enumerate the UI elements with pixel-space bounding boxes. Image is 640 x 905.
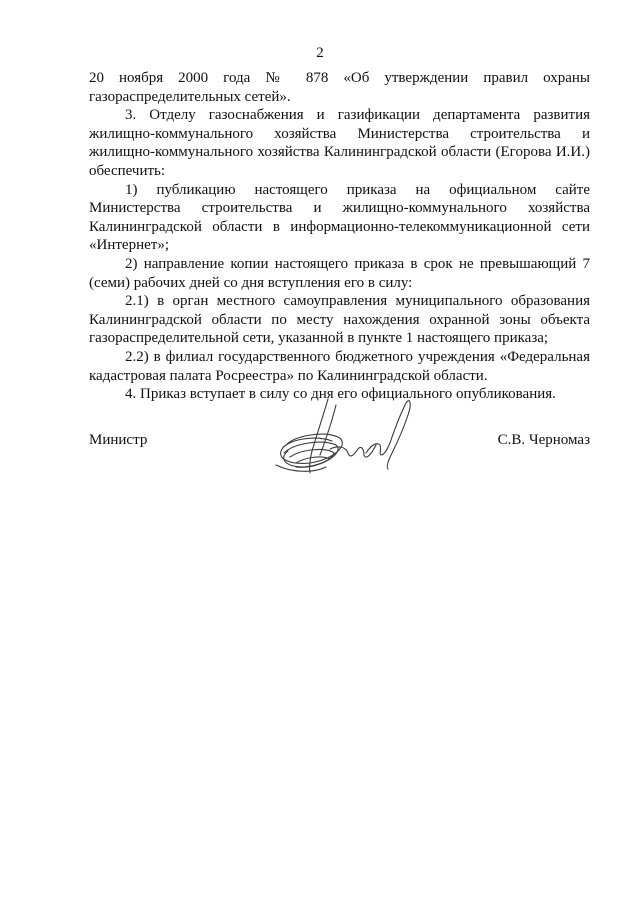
paragraph-item-3-1: 1) публикацию настоящего приказа на официальном сайте Министерства строительства и жилищно-коммунального хозяйства Калининградской области в информационно-телекоммуникационной сети «Интернет»;	[89, 181, 590, 254]
page-number: 2	[316, 45, 324, 61]
document-body	[89, 69, 590, 404]
paragraph-continuation-line: 20 ноября 2000 года № 878 «Об утверждении правил охраны	[89, 70, 590, 86]
signatory-name: С.В. Черномаз	[497, 432, 590, 448]
paragraph-item-2-1: 2.1) в орган местного самоуправления муниципального образования Калининградской области по месту нахождения охранной зоны объекта газораспределительной сети, указанной в пункте 1 настоящего приказа;	[89, 293, 590, 347]
handwritten-signature	[266, 393, 418, 485]
paragraph-item-2-2: 2.2) в филиал государственного бюджетного учреждения «Федеральная кадастровая палата Росреестра» по Калининградской области.	[89, 348, 590, 384]
paragraph-item-3-2: 2) направление копии настоящего приказа в срок не превышающий 7 (семи) рабочих дней со дня вступления его в силу:	[89, 255, 590, 291]
paragraph-item-4: 4. Приказ вступает в силу со дня его официального опубликования.	[125, 386, 556, 403]
signatory-title: Министр	[89, 432, 148, 448]
paragraph-continuation-end: газораспределительных сетей».	[89, 88, 291, 105]
paragraph-item-3: 3. Отделу газоснабжения и газификации департамента развития жилищно-коммунального хозяйства Министерства строительства и жилищно-коммунального хозяйства Калининградской области (Егорова И.И.) обеспечить:	[89, 107, 590, 179]
